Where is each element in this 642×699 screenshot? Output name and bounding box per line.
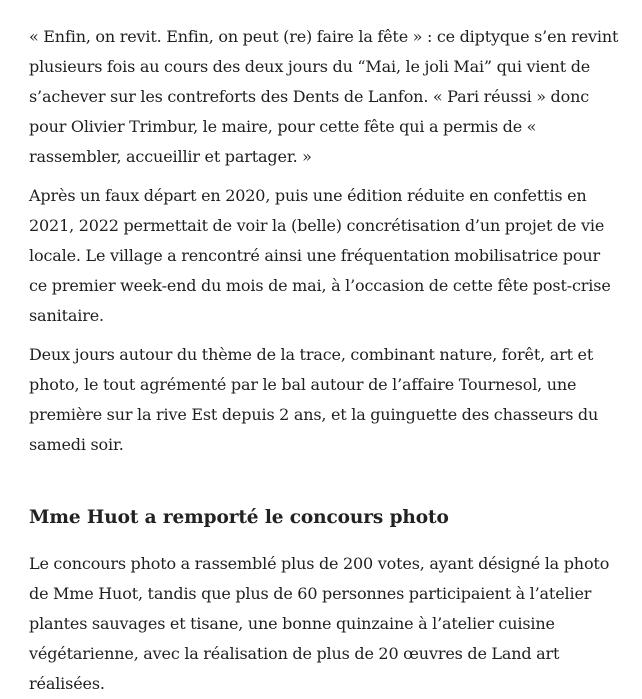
article-paragraph: « Enfin, on revit. Enfin, on peut (re) faire la fête » : ce diptyque s’en revint plusieurs fois au cours des deux jours du “Mai, le joli Mai” qui vient de s’achever sur les contreforts des Dents de Lanfon. « Pari réussi » donc pour Olivier Trimbur, le maire, pour cette fête qui a permis de « rassembler, accueillir et partager. » — [29, 27, 619, 166]
article-paragraph: Le concours photo a rassemblé plus de 200 votes, ayant désigné la photo de Mme Huot, tandis que plus de 60 personnes participaient à l’atelier plantes sauvages et tisane, une bonne quinzaine à l’atelier cuisine végétarienne, avec la réalisation de plus de 20 œuvres de Land art réalisées. — [29, 554, 610, 693]
section-heading: Mme Huot a remporté le concours photo — [29, 507, 449, 528]
article-paragraph: Après un faux départ en 2020, puis une édition réduite en confettis en 2021, 2022 permettait de voir la (belle) concrétisation d’un projet de vie locale. Le village a rencontré ainsi une fréquentation mobilisatrice pour ce premier week-end du mois de mai, à l’occasion de cette fête post-crise sanitaire. — [29, 186, 611, 325]
article-body — [29, 22, 619, 699]
article-paragraph: Deux jours autour du thème de la trace, combinant nature, forêt, art et photo, le tout agrémenté par le bal autour de l’affaire Tournesol, une première sur la rive Est depuis 2 ans, et la guinguette des chasseurs du samedi soir. — [29, 345, 599, 454]
